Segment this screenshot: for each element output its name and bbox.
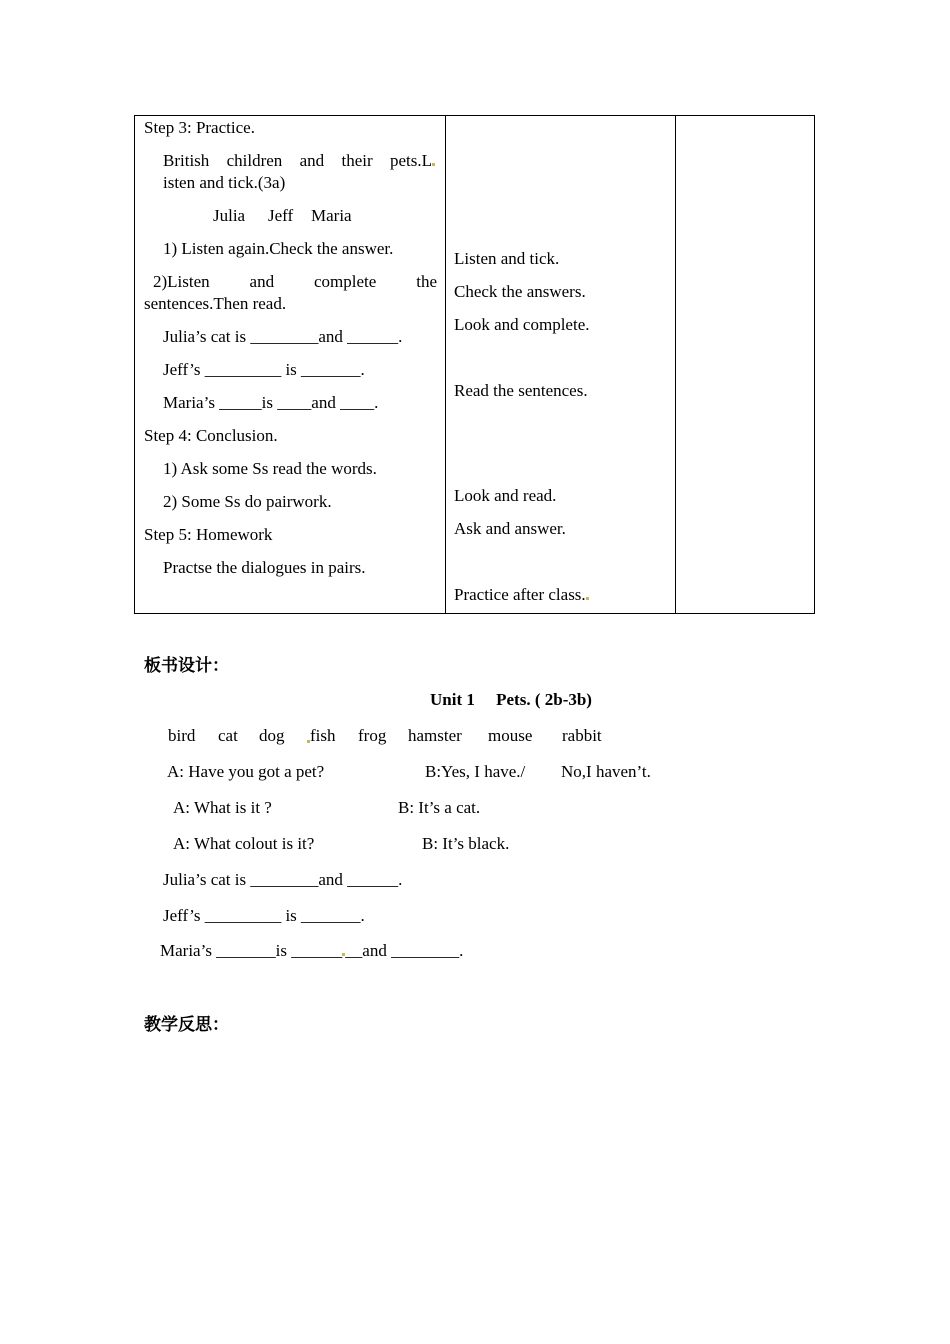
step4-title: Step 4: Conclusion. bbox=[144, 426, 278, 445]
listen-complete-line1: 2)Listen and complete the bbox=[153, 272, 437, 291]
step3-title: Step 3: Practice. bbox=[144, 118, 255, 137]
dot-mark bbox=[432, 163, 435, 166]
word-mouse: mouse bbox=[488, 726, 533, 745]
name-maria: Maria bbox=[311, 206, 352, 225]
word-fish: fish bbox=[310, 726, 336, 745]
qa2-question: A: What is it ? bbox=[173, 798, 272, 817]
pairwork: 2) Some Ss do pairwork. bbox=[163, 492, 332, 511]
qa3-question: A: What colout is it? bbox=[173, 834, 315, 853]
british-children-line2: isten and tick.(3a) bbox=[163, 173, 286, 192]
word-bird: bird bbox=[168, 726, 196, 745]
board-title: Unit 1 Pets. ( 2b-3b) bbox=[430, 690, 592, 709]
word-cat: cat bbox=[218, 726, 238, 745]
listen-complete-line2: sentences.Then read. bbox=[144, 294, 287, 313]
read-sentences: Read the sentences. bbox=[454, 381, 588, 400]
name-jeff: Jeff bbox=[268, 206, 294, 225]
qa3-answer: B: It’s black. bbox=[422, 834, 510, 853]
column-divider-2 bbox=[675, 116, 676, 613]
table-blank-jeff: Jeff’s _________ is _______. bbox=[163, 360, 365, 379]
practise-dialogues: Practse the dialogues in pairs. bbox=[163, 558, 366, 577]
ask-answer: Ask and answer. bbox=[454, 519, 566, 538]
word-rabbit: rabbit bbox=[562, 726, 602, 745]
look-read: Look and read. bbox=[454, 486, 557, 505]
board-blank-julia: Julia’s cat is ________and ______. bbox=[163, 870, 403, 889]
table-blank-julia: Julia’s cat is ________and ______. bbox=[163, 327, 403, 346]
ask-words: 1) Ask some Ss read the words. bbox=[163, 459, 377, 478]
look-complete: Look and complete. bbox=[454, 315, 590, 334]
listen-tick: Listen and tick. bbox=[454, 249, 560, 268]
qa2-answer: B: It’s a cat. bbox=[398, 798, 481, 817]
column-divider-1 bbox=[445, 116, 446, 613]
word-frog: frog bbox=[358, 726, 387, 745]
practice-after-class: Practice after class. bbox=[454, 585, 589, 605]
listen-again: 1) Listen again.Check the answer. bbox=[163, 239, 394, 258]
word-hamster: hamster bbox=[408, 726, 462, 745]
dot-mark bbox=[586, 597, 589, 600]
board-heading: 板书设计： bbox=[144, 656, 229, 676]
qa1-question: A: Have you got a pet? bbox=[167, 762, 325, 781]
check-answers: Check the answers. bbox=[454, 282, 586, 301]
board-blank-jeff: Jeff’s _________ is _______. bbox=[163, 906, 365, 925]
word-dog: dog bbox=[259, 726, 285, 745]
british-children-line1: British children and their pets.L bbox=[163, 151, 435, 171]
qa1-answer-no: No,I haven’t. bbox=[561, 762, 651, 781]
board-blank-maria: Maria’s _______is ______ __and ________. bbox=[160, 941, 464, 960]
step5-title: Step 5: Homework bbox=[144, 525, 273, 544]
qa1-answer: B:Yes, I have./ bbox=[425, 762, 526, 781]
name-julia: Julia bbox=[213, 206, 246, 225]
table-blank-maria: Maria’s _____is ____and ____. bbox=[163, 393, 379, 412]
reflection-heading: 教学反思： bbox=[144, 1015, 229, 1035]
